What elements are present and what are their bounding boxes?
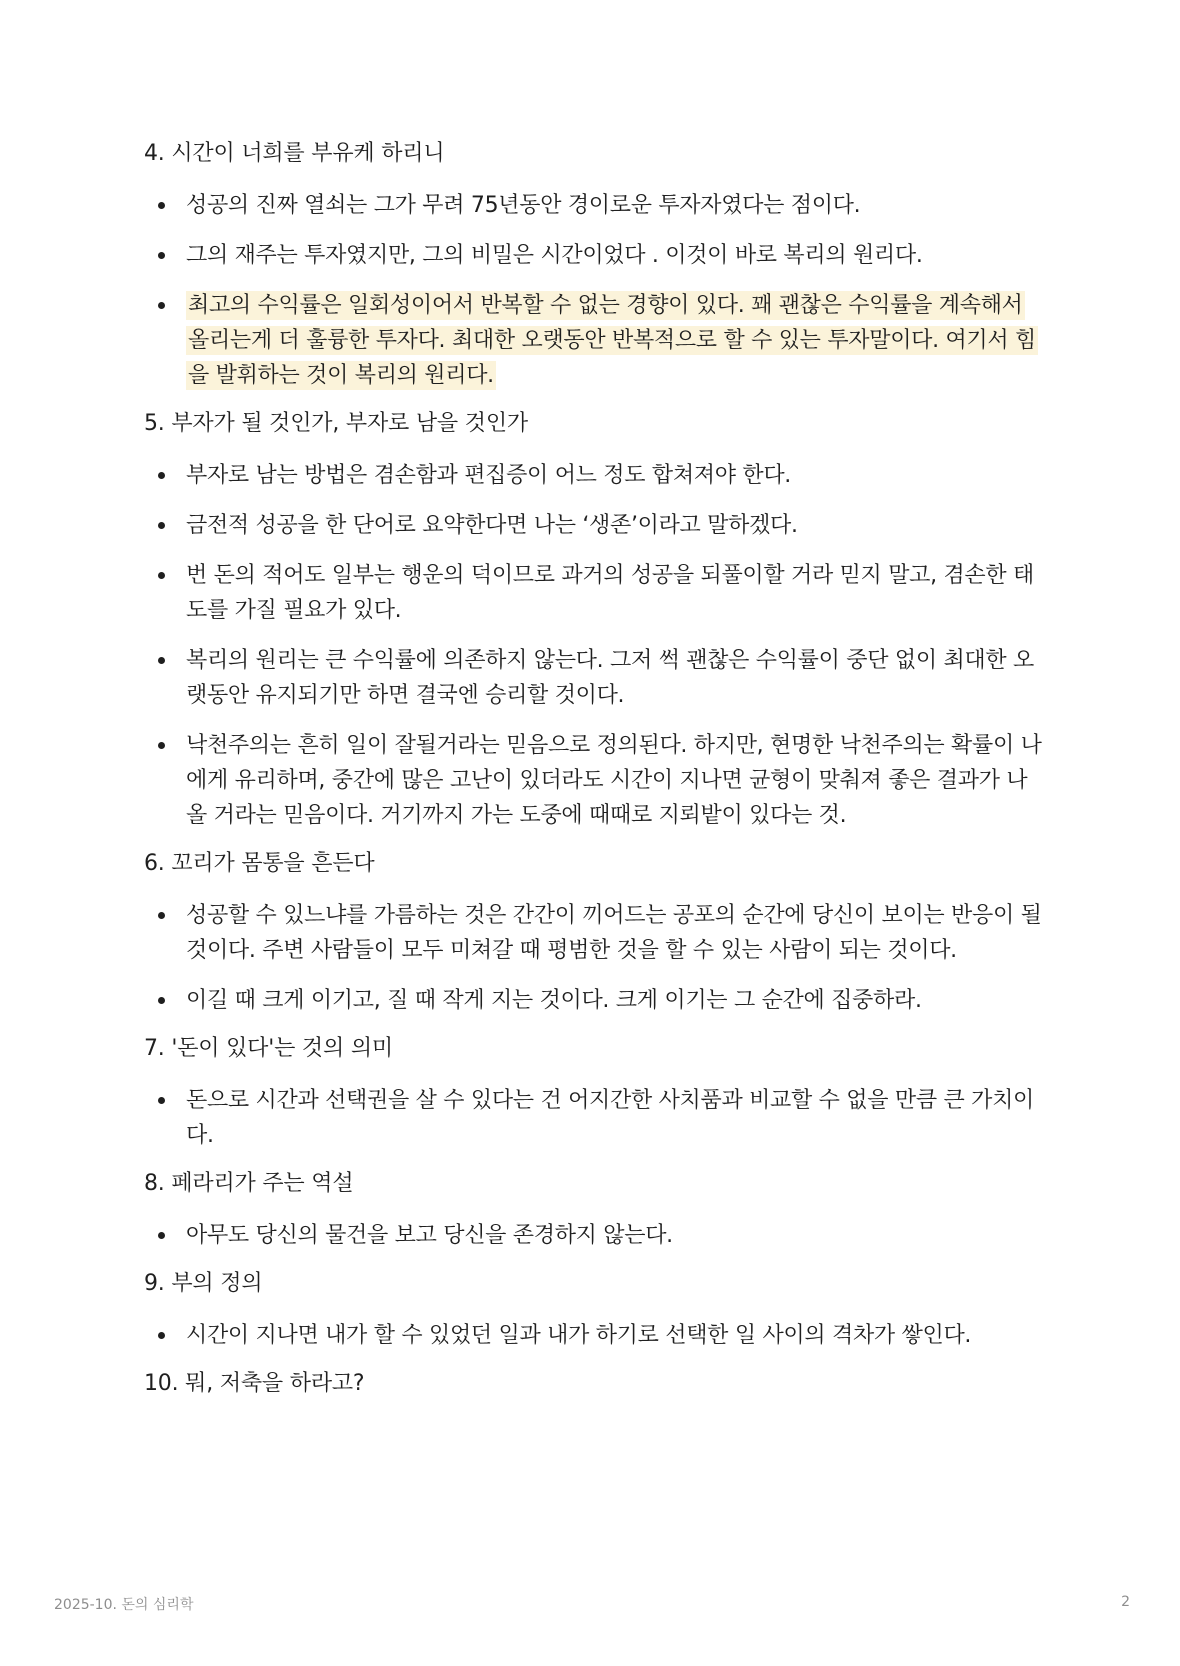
document-body [144,138,1044,1418]
list-item-text: 복리의 원리는 큰 수익률에 의존하지 않는다. 그저 썩 괜찮은 수익률이 중단 없이 최대한 오랫동안 유지되기만 하면 결국엔 승리할 것이다. [186,648,1034,708]
section-heading-8: 8. 페라리가 주는 역설 [144,1171,354,1196]
list-item [144,508,1044,543]
bullet-icon [158,742,165,749]
bullet-icon [158,302,165,309]
list-item-text: 금전적 성공을 한 단어로 요약한다면 나는 ‘생존’이라고 말하겠다. [186,513,798,538]
bullet-icon [158,572,165,579]
bullet-list-9 [144,1318,1044,1353]
bullet-icon [158,912,165,919]
list-item-text: 성공의 진짜 열쇠는 그가 무려 75년동안 경이로운 투자자였다는 점이다. [186,193,861,218]
bullet-icon [158,1232,165,1239]
list-item-text: 성공할 수 있느냐를 가름하는 것은 간간이 끼어드는 공포의 순간에 당신이 보이는 반응이 될 것이다. 주변 사람들이 모두 미쳐갈 때 평범한 것을 할 수 있는 사람이 되는 것이다. [186,903,1042,963]
list-item [144,558,1044,628]
bullet-list-5 [144,458,1044,833]
bullet-icon [158,1332,165,1339]
section-heading-10: 10. 뭐, 저축을 하라고? [144,1371,365,1396]
bullet-icon [158,252,165,259]
section-heading-4: 4. 시간이 너희를 부유케 하리니 [144,141,445,166]
bullet-icon [158,657,165,664]
highlighted-text: 최고의 수익률은 일회성이어서 반복할 수 없는 경향이 있다. 꽤 괜찮은 수익률을 계속해서 올리는게 더 훌륭한 투자다. 최대한 오랫동안 반복적으로 할 수 있는 투자말이다. 여기서 힘을 발휘하는 것이 복리의 원리다. [188,293,1036,388]
list-item [144,983,1044,1018]
bullet-icon [158,472,165,479]
section-heading-5: 5. 부자가 될 것인가, 부자로 남을 것인가 [144,411,528,436]
list-item [144,643,1044,713]
bullet-list-8 [144,1218,1044,1253]
list-item-highlighted [144,288,1044,393]
list-item [144,1083,1044,1153]
section-heading-9: 9. 부의 정의 [144,1271,263,1296]
bullet-list-6 [144,898,1044,1018]
list-item [144,898,1044,968]
list-item-text: 그의 재주는 투자였지만, 그의 비밀은 시간이었다 . 이것이 바로 복리의 원리다. [186,243,923,268]
list-item-text: 부자로 남는 방법은 겸손함과 편집증이 어느 정도 합쳐져야 한다. [186,463,791,488]
section-heading-6: 6. 꼬리가 몸통을 흔든다 [144,851,375,876]
bullet-icon [158,997,165,1004]
footer-page-number: 2 [1121,1594,1130,1610]
list-item [144,1218,1044,1253]
bullet-icon [158,1097,165,1104]
bullet-icon [158,202,165,209]
section-heading-7: 7. '돈이 있다'는 것의 의미 [144,1036,393,1061]
bullet-list-4 [144,188,1044,393]
list-item-text: 낙천주의는 흔히 일이 잘될거라는 믿음으로 정의된다. 하지만, 현명한 낙천주의는 확률이 나에게 유리하며, 중간에 많은 고난이 있더라도 시간이 지나면 균형이 맞춰져 좋은 결과가 나올 거라는 믿음이다. 거기까지 가는 도중에 때때로 지뢰밭이 있다는 것. [186,733,1042,828]
list-item [144,238,1044,273]
list-item-text: 아무도 당신의 물건을 보고 당신을 존경하지 않는다. [186,1223,673,1248]
list-item-text: 번 돈의 적어도 일부는 행운의 덕이므로 과거의 성공을 되풀이할 거라 믿지 말고, 겸손한 태도를 가질 필요가 있다. [186,563,1034,623]
list-item [144,188,1044,223]
list-item [144,1318,1044,1353]
list-item [144,728,1044,833]
list-item-text: 시간이 지나면 내가 할 수 있었던 일과 내가 하기로 선택한 일 사이의 격차가 쌓인다. [186,1323,972,1348]
list-item [144,458,1044,493]
footer-document-title: 2025-10. 돈의 심리학 [54,1597,194,1613]
bullet-icon [158,522,165,529]
list-item-text: 돈으로 시간과 선택권을 살 수 있다는 건 어지간한 사치품과 비교할 수 없을 만큼 큰 가치이다. [186,1088,1034,1148]
bullet-list-7 [144,1083,1044,1153]
list-item-text: 이길 때 크게 이기고, 질 때 작게 지는 것이다. 크게 이기는 그 순간에 집중하라. [186,988,922,1013]
